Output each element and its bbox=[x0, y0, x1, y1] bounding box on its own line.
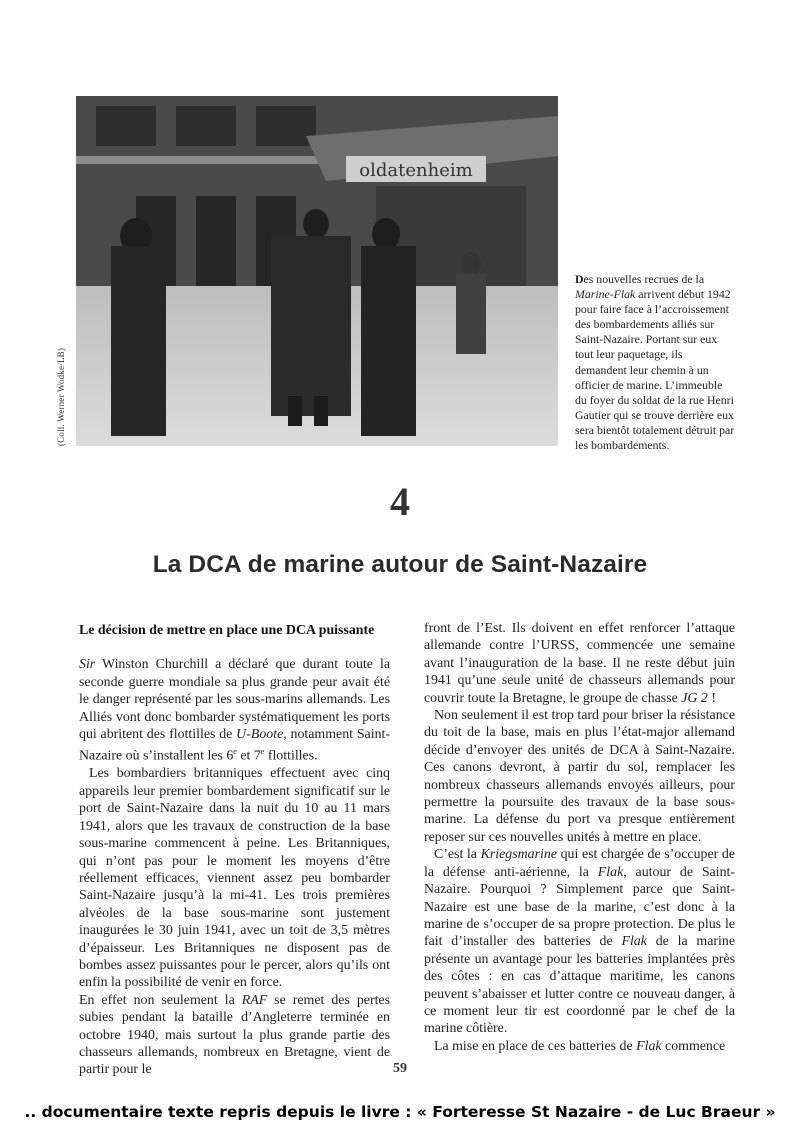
caption-body: 1942 pour faire face à l’accroissement des bombardements alliés sur Saint-Nazaire. Portant sur eux tout leur paquetage, ils demandent leur chemin à un officier de marine. L’immeuble du foyer du soldat de la rue Henri Gautier qui se trouve derrière eux sera bientôt totalement détruit par les bombardements. bbox=[575, 287, 735, 453]
paragraph: Non seulement il est trop tard pour briser la résistance du toit de la base, mais en plus l’état-major allemand décide d’envoyer des unités de DCA à Saint-Nazaire. Ces canons devront, à partir du sol, remplacer les nombreux chasseurs allemands envoyés ailleurs, pour permettre la poursuite des travaux de la base sous-marine. La défense du port va presque entièrement reposer sur ces nouvelles unités à mettre en place. bbox=[424, 708, 735, 845]
chapter-title: La DCA de marine autour de Saint-Nazaire bbox=[152, 551, 648, 578]
caption-dropcap: D bbox=[575, 272, 584, 286]
historical-photo bbox=[76, 96, 558, 446]
paragraph: C’est la Kriegsmarine qui est chargée de s’occuper de la défense anti-aérienne, la Flak, autour de Saint-Nazaire. Pourquoi ? Simplement parce que Saint-Nazaire est une base de la marine, c’est donc à la marine de s’occuper de sa propre protection. De plus le fait d’installer des batteries de Flak de la marine présente un avantage pour les batteries implantées près des côtes : en cas d’attaque maritime, les canons peuvent s’abaisser et lutter contre ce nouveau danger, à ce moment leur tir est coordonné par le chef de la marine côtière. bbox=[424, 847, 736, 1037]
caption-line2: arrivent début bbox=[635, 287, 705, 302]
section-heading: Le décision de mettre en place une DCA puissante bbox=[79, 623, 375, 638]
right-column bbox=[424, 620, 735, 1055]
chapter-number: 4 bbox=[390, 479, 410, 524]
photo-caption bbox=[575, 272, 735, 453]
paragraph: En effet non seulement la RAF se remet des pertes subies pendant la bataille d’Angleterre terminée en octobre 1940, mais surtout la plus grande partie des chasseurs allemands, nombreux en Bretagne, vient de partir pour le bbox=[79, 992, 390, 1078]
photo-placeholder-icon bbox=[76, 96, 558, 446]
paragraph: front de l’Est. Ils doivent en effet renforcer l’attaque allemande contre l’URSS, commencée une semaine avant l’inauguration de la base. Il ne reste début juin 1941 qu’une seule unité de chasseurs allemands pour couvrir toute la Bretagne, le groupe de chasse JG 2 ! bbox=[424, 621, 735, 706]
source-footer: .. documentaire texte repris depuis le livre : « Forteresse St Nazaire - de Luc Braeur » bbox=[24, 1103, 776, 1121]
caption-line1: es nouvelles recrues de la bbox=[583, 272, 705, 286]
paragraph: Sir Winston Churchill a déclaré que durant toute la seconde guerre mondiale sa plus grande peur avait été le danger représenté par les sous-marins allemands. Les Alliés vont donc bombarder systématiquement les ports qui abritent des flottilles de U-Boote, notamment Saint-Nazaire où s’installent les 6e et 7e flottilles. bbox=[79, 657, 391, 765]
photo-credit: (Coll. Werner Wodke/LB) bbox=[56, 347, 66, 446]
page-number: 59 bbox=[393, 1061, 407, 1076]
shop-sign: oldatenheim bbox=[359, 160, 473, 181]
left-column bbox=[79, 622, 390, 1079]
caption-italic-term: Marine-Flak bbox=[575, 287, 636, 302]
paragraph: Les bombardiers britanniques effectuent avec cinq appareils leur premier bombardement significatif sur le port de Saint-Nazaire dans la nuit du 10 au 11 mars 1941, alors que les travaux de construction de la base sous-marine commencent à peine. Les Britanniques, qui n’ont pas pour le moment les moyens d’être réellement efficaces, viennent assez peu bombarder Saint-Nazaire jusqu’à la mi-41. Les trois premières alvéoles de la base sous-marine sont justement inaugurées le 30 juin 1941, avec un toit de 3,5 mètres d’épaisseur. Les Britanniques ne disposent pas de bombes assez puissantes pour le percer, alors qu’ils ont enfin la possibilité de venir en force. bbox=[79, 766, 390, 991]
paragraph: La mise en place de ces batteries de Flak commence bbox=[434, 1038, 726, 1054]
